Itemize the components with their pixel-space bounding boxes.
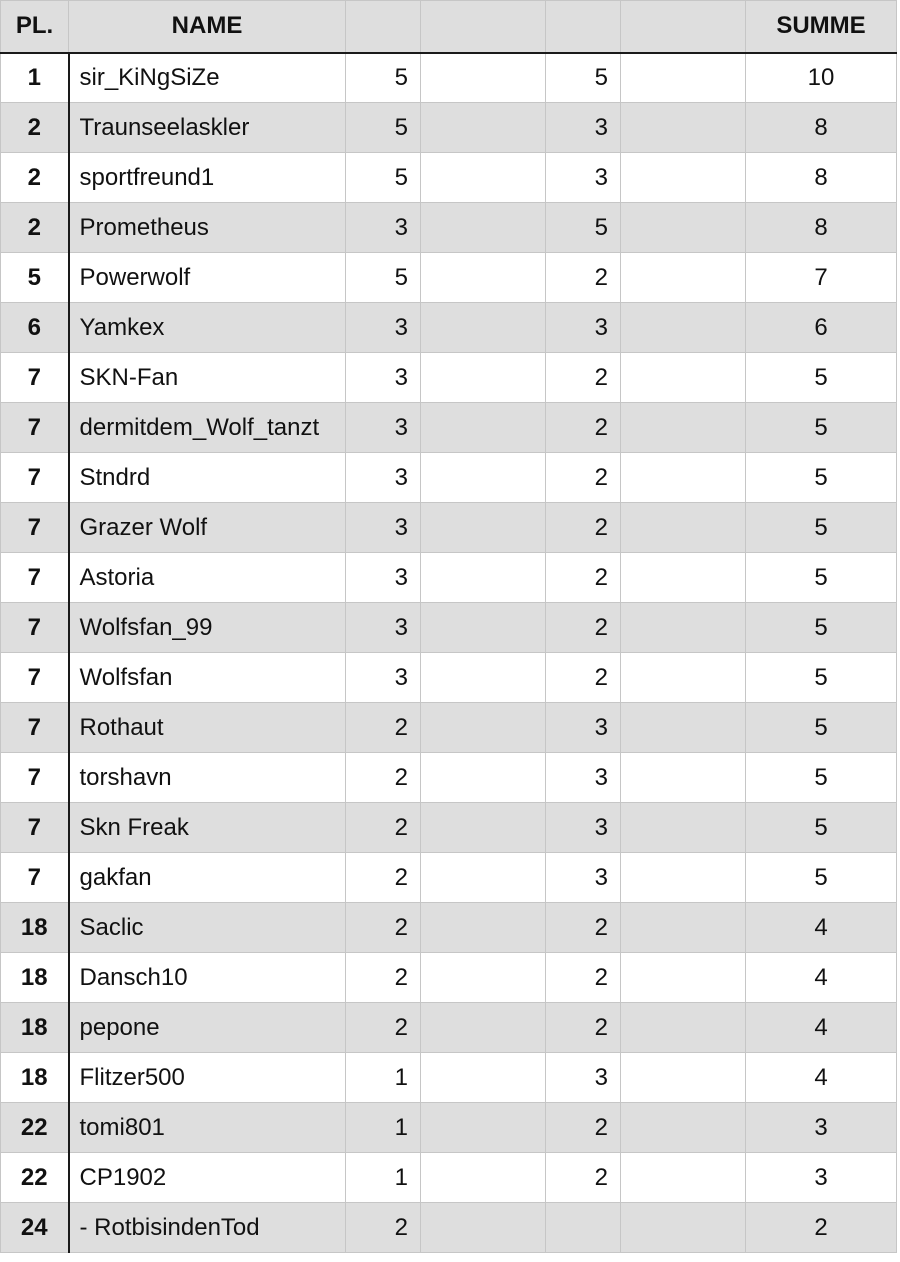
place-cell: 7 [1, 803, 69, 853]
score-a-cell: 2 [346, 903, 421, 953]
score-b-cell [421, 253, 546, 303]
name-cell: Powerwolf [69, 253, 346, 303]
score-d-cell [621, 103, 746, 153]
score-c-cell: 3 [546, 103, 621, 153]
sum-cell: 5 [746, 653, 897, 703]
name-cell: sir_KiNgSiZe [69, 53, 346, 103]
score-d-cell [621, 353, 746, 403]
place-cell: 1 [1, 53, 69, 103]
score-b-cell [421, 803, 546, 853]
score-b-cell [421, 353, 546, 403]
score-b-cell [421, 1103, 546, 1153]
score-a-cell: 1 [346, 1103, 421, 1153]
table-row [1, 303, 897, 353]
score-a-cell: 5 [346, 103, 421, 153]
place-cell: 7 [1, 403, 69, 453]
score-d-cell [621, 453, 746, 503]
score-d-cell [621, 153, 746, 203]
place-cell: 18 [1, 1003, 69, 1053]
place-cell: 7 [1, 753, 69, 803]
place-cell: 7 [1, 703, 69, 753]
score-c-cell: 2 [546, 603, 621, 653]
score-d-cell [621, 603, 746, 653]
score-d-cell [621, 253, 746, 303]
place-cell: 18 [1, 953, 69, 1003]
name-cell: Dansch10 [69, 953, 346, 1003]
score-b-cell [421, 603, 546, 653]
score-b-cell [421, 53, 546, 103]
name-cell: torshavn [69, 753, 346, 803]
sum-cell: 5 [746, 853, 897, 903]
score-c-cell: 3 [546, 703, 621, 753]
place-cell: 2 [1, 203, 69, 253]
place-cell: 5 [1, 253, 69, 303]
sum-cell: 4 [746, 953, 897, 1003]
score-d-cell [621, 803, 746, 853]
score-d-cell [621, 303, 746, 353]
name-cell: Grazer Wolf [69, 503, 346, 553]
score-a-cell: 5 [346, 153, 421, 203]
score-d-cell [621, 503, 746, 553]
score-c-cell: 5 [546, 53, 621, 103]
name-cell: Prometheus [69, 203, 346, 253]
score-c-cell: 3 [546, 753, 621, 803]
name-cell: Skn Freak [69, 803, 346, 853]
score-b-cell [421, 953, 546, 1003]
score-c-cell: 3 [546, 853, 621, 903]
header-row [1, 1, 897, 53]
table-row [1, 803, 897, 853]
score-c-cell: 3 [546, 1053, 621, 1103]
header-place: PL. [1, 1, 69, 53]
name-cell: Wolfsfan [69, 653, 346, 703]
name-cell: SKN-Fan [69, 353, 346, 403]
score-b-cell [421, 1053, 546, 1103]
place-cell: 6 [1, 303, 69, 353]
sum-cell: 8 [746, 153, 897, 203]
sum-cell: 8 [746, 203, 897, 253]
table-row [1, 203, 897, 253]
score-b-cell [421, 753, 546, 803]
score-c-cell: 2 [546, 1153, 621, 1203]
name-cell: sportfreund1 [69, 153, 346, 203]
score-b-cell [421, 553, 546, 603]
place-cell: 2 [1, 153, 69, 203]
sum-cell: 5 [746, 803, 897, 853]
score-c-cell: 3 [546, 303, 621, 353]
table-row [1, 1053, 897, 1103]
place-cell: 7 [1, 653, 69, 703]
score-c-cell: 2 [546, 253, 621, 303]
score-d-cell [621, 653, 746, 703]
place-cell: 7 [1, 503, 69, 553]
score-a-cell: 3 [346, 403, 421, 453]
sum-cell: 5 [746, 553, 897, 603]
table-row [1, 353, 897, 403]
sum-cell: 5 [746, 453, 897, 503]
score-a-cell: 2 [346, 803, 421, 853]
table-row [1, 553, 897, 603]
score-c-cell: 2 [546, 403, 621, 453]
score-b-cell [421, 653, 546, 703]
score-a-cell: 3 [346, 653, 421, 703]
score-d-cell [621, 1053, 746, 1103]
name-cell: Stndrd [69, 453, 346, 503]
table-row [1, 103, 897, 153]
table-row [1, 703, 897, 753]
table-row [1, 503, 897, 553]
score-a-cell: 2 [346, 853, 421, 903]
table-row [1, 753, 897, 803]
place-cell: 24 [1, 1203, 69, 1253]
score-b-cell [421, 403, 546, 453]
name-cell: Wolfsfan_99 [69, 603, 346, 653]
name-cell: pepone [69, 1003, 346, 1053]
score-d-cell [621, 1153, 746, 1203]
header-name: NAME [69, 1, 346, 53]
score-d-cell [621, 753, 746, 803]
score-c-cell [546, 1203, 621, 1253]
score-d-cell [621, 1103, 746, 1153]
table-row [1, 53, 897, 103]
sum-cell: 3 [746, 1103, 897, 1153]
name-cell: Saclic [69, 903, 346, 953]
name-cell: Yamkex [69, 303, 346, 353]
score-c-cell: 2 [546, 1003, 621, 1053]
score-b-cell [421, 103, 546, 153]
place-cell: 7 [1, 553, 69, 603]
score-a-cell: 1 [346, 1053, 421, 1103]
table-row [1, 953, 897, 1003]
place-cell: 7 [1, 603, 69, 653]
name-cell: CP1902 [69, 1153, 346, 1203]
score-b-cell [421, 853, 546, 903]
table-row [1, 1153, 897, 1203]
header-sum: SUMME [746, 1, 897, 53]
table-row [1, 153, 897, 203]
sum-cell: 5 [746, 503, 897, 553]
score-b-cell [421, 1003, 546, 1053]
score-c-cell: 2 [546, 353, 621, 403]
sum-cell: 5 [746, 603, 897, 653]
score-d-cell [621, 903, 746, 953]
place-cell: 7 [1, 853, 69, 903]
score-b-cell [421, 703, 546, 753]
score-b-cell [421, 453, 546, 503]
score-b-cell [421, 1203, 546, 1253]
sum-cell: 5 [746, 703, 897, 753]
score-a-cell: 2 [346, 1203, 421, 1253]
name-cell: gakfan [69, 853, 346, 903]
sum-cell: 4 [746, 903, 897, 953]
score-d-cell [621, 953, 746, 1003]
name-cell: dermitdem_Wolf_tanzt [69, 403, 346, 453]
name-cell: tomi801 [69, 1103, 346, 1153]
score-d-cell [621, 1003, 746, 1053]
name-cell: - RotbisindenTod [69, 1203, 346, 1253]
table-row [1, 253, 897, 303]
table-row [1, 403, 897, 453]
table-row [1, 853, 897, 903]
score-d-cell [621, 703, 746, 753]
score-a-cell: 3 [346, 603, 421, 653]
score-b-cell [421, 1153, 546, 1203]
table-row [1, 1203, 897, 1253]
score-a-cell: 2 [346, 753, 421, 803]
score-a-cell: 5 [346, 253, 421, 303]
score-c-cell: 5 [546, 203, 621, 253]
header-col-b [421, 1, 546, 53]
score-d-cell [621, 553, 746, 603]
table-row [1, 903, 897, 953]
table-row [1, 1103, 897, 1153]
score-b-cell [421, 903, 546, 953]
name-cell: Flitzer500 [69, 1053, 346, 1103]
score-a-cell: 3 [346, 353, 421, 403]
sum-cell: 8 [746, 103, 897, 153]
score-c-cell: 3 [546, 803, 621, 853]
score-a-cell: 2 [346, 953, 421, 1003]
sum-cell: 5 [746, 403, 897, 453]
table-row [1, 1003, 897, 1053]
score-a-cell: 3 [346, 453, 421, 503]
score-d-cell [621, 203, 746, 253]
score-d-cell [621, 403, 746, 453]
score-b-cell [421, 303, 546, 353]
header-col-c [546, 1, 621, 53]
place-cell: 18 [1, 903, 69, 953]
score-d-cell [621, 853, 746, 903]
score-a-cell: 3 [346, 203, 421, 253]
score-a-cell: 1 [346, 1153, 421, 1203]
place-cell: 22 [1, 1103, 69, 1153]
place-cell: 2 [1, 103, 69, 153]
score-b-cell [421, 203, 546, 253]
score-a-cell: 3 [346, 503, 421, 553]
sum-cell: 2 [746, 1203, 897, 1253]
score-a-cell: 3 [346, 553, 421, 603]
name-cell: Traunseelaskler [69, 103, 346, 153]
score-c-cell: 2 [546, 503, 621, 553]
score-a-cell: 2 [346, 703, 421, 753]
score-a-cell: 2 [346, 1003, 421, 1053]
score-c-cell: 2 [546, 553, 621, 603]
place-cell: 18 [1, 1053, 69, 1103]
score-c-cell: 2 [546, 953, 621, 1003]
score-a-cell: 3 [346, 303, 421, 353]
sum-cell: 4 [746, 1053, 897, 1103]
place-cell: 22 [1, 1153, 69, 1203]
place-cell: 7 [1, 353, 69, 403]
score-d-cell [621, 1203, 746, 1253]
table-row [1, 653, 897, 703]
sum-cell: 4 [746, 1003, 897, 1053]
header-col-a [346, 1, 421, 53]
score-c-cell: 2 [546, 653, 621, 703]
score-a-cell: 5 [346, 53, 421, 103]
sum-cell: 5 [746, 353, 897, 403]
sum-cell: 7 [746, 253, 897, 303]
score-c-cell: 3 [546, 153, 621, 203]
score-c-cell: 2 [546, 453, 621, 503]
table-row [1, 453, 897, 503]
sum-cell: 10 [746, 53, 897, 103]
place-cell: 7 [1, 453, 69, 503]
sum-cell: 5 [746, 753, 897, 803]
score-c-cell: 2 [546, 1103, 621, 1153]
sum-cell: 6 [746, 303, 897, 353]
sum-cell: 3 [746, 1153, 897, 1203]
score-b-cell [421, 153, 546, 203]
name-cell: Rothaut [69, 703, 346, 753]
score-c-cell: 2 [546, 903, 621, 953]
score-b-cell [421, 503, 546, 553]
header-col-d [621, 1, 746, 53]
name-cell: Astoria [69, 553, 346, 603]
score-d-cell [621, 53, 746, 103]
table-row [1, 603, 897, 653]
